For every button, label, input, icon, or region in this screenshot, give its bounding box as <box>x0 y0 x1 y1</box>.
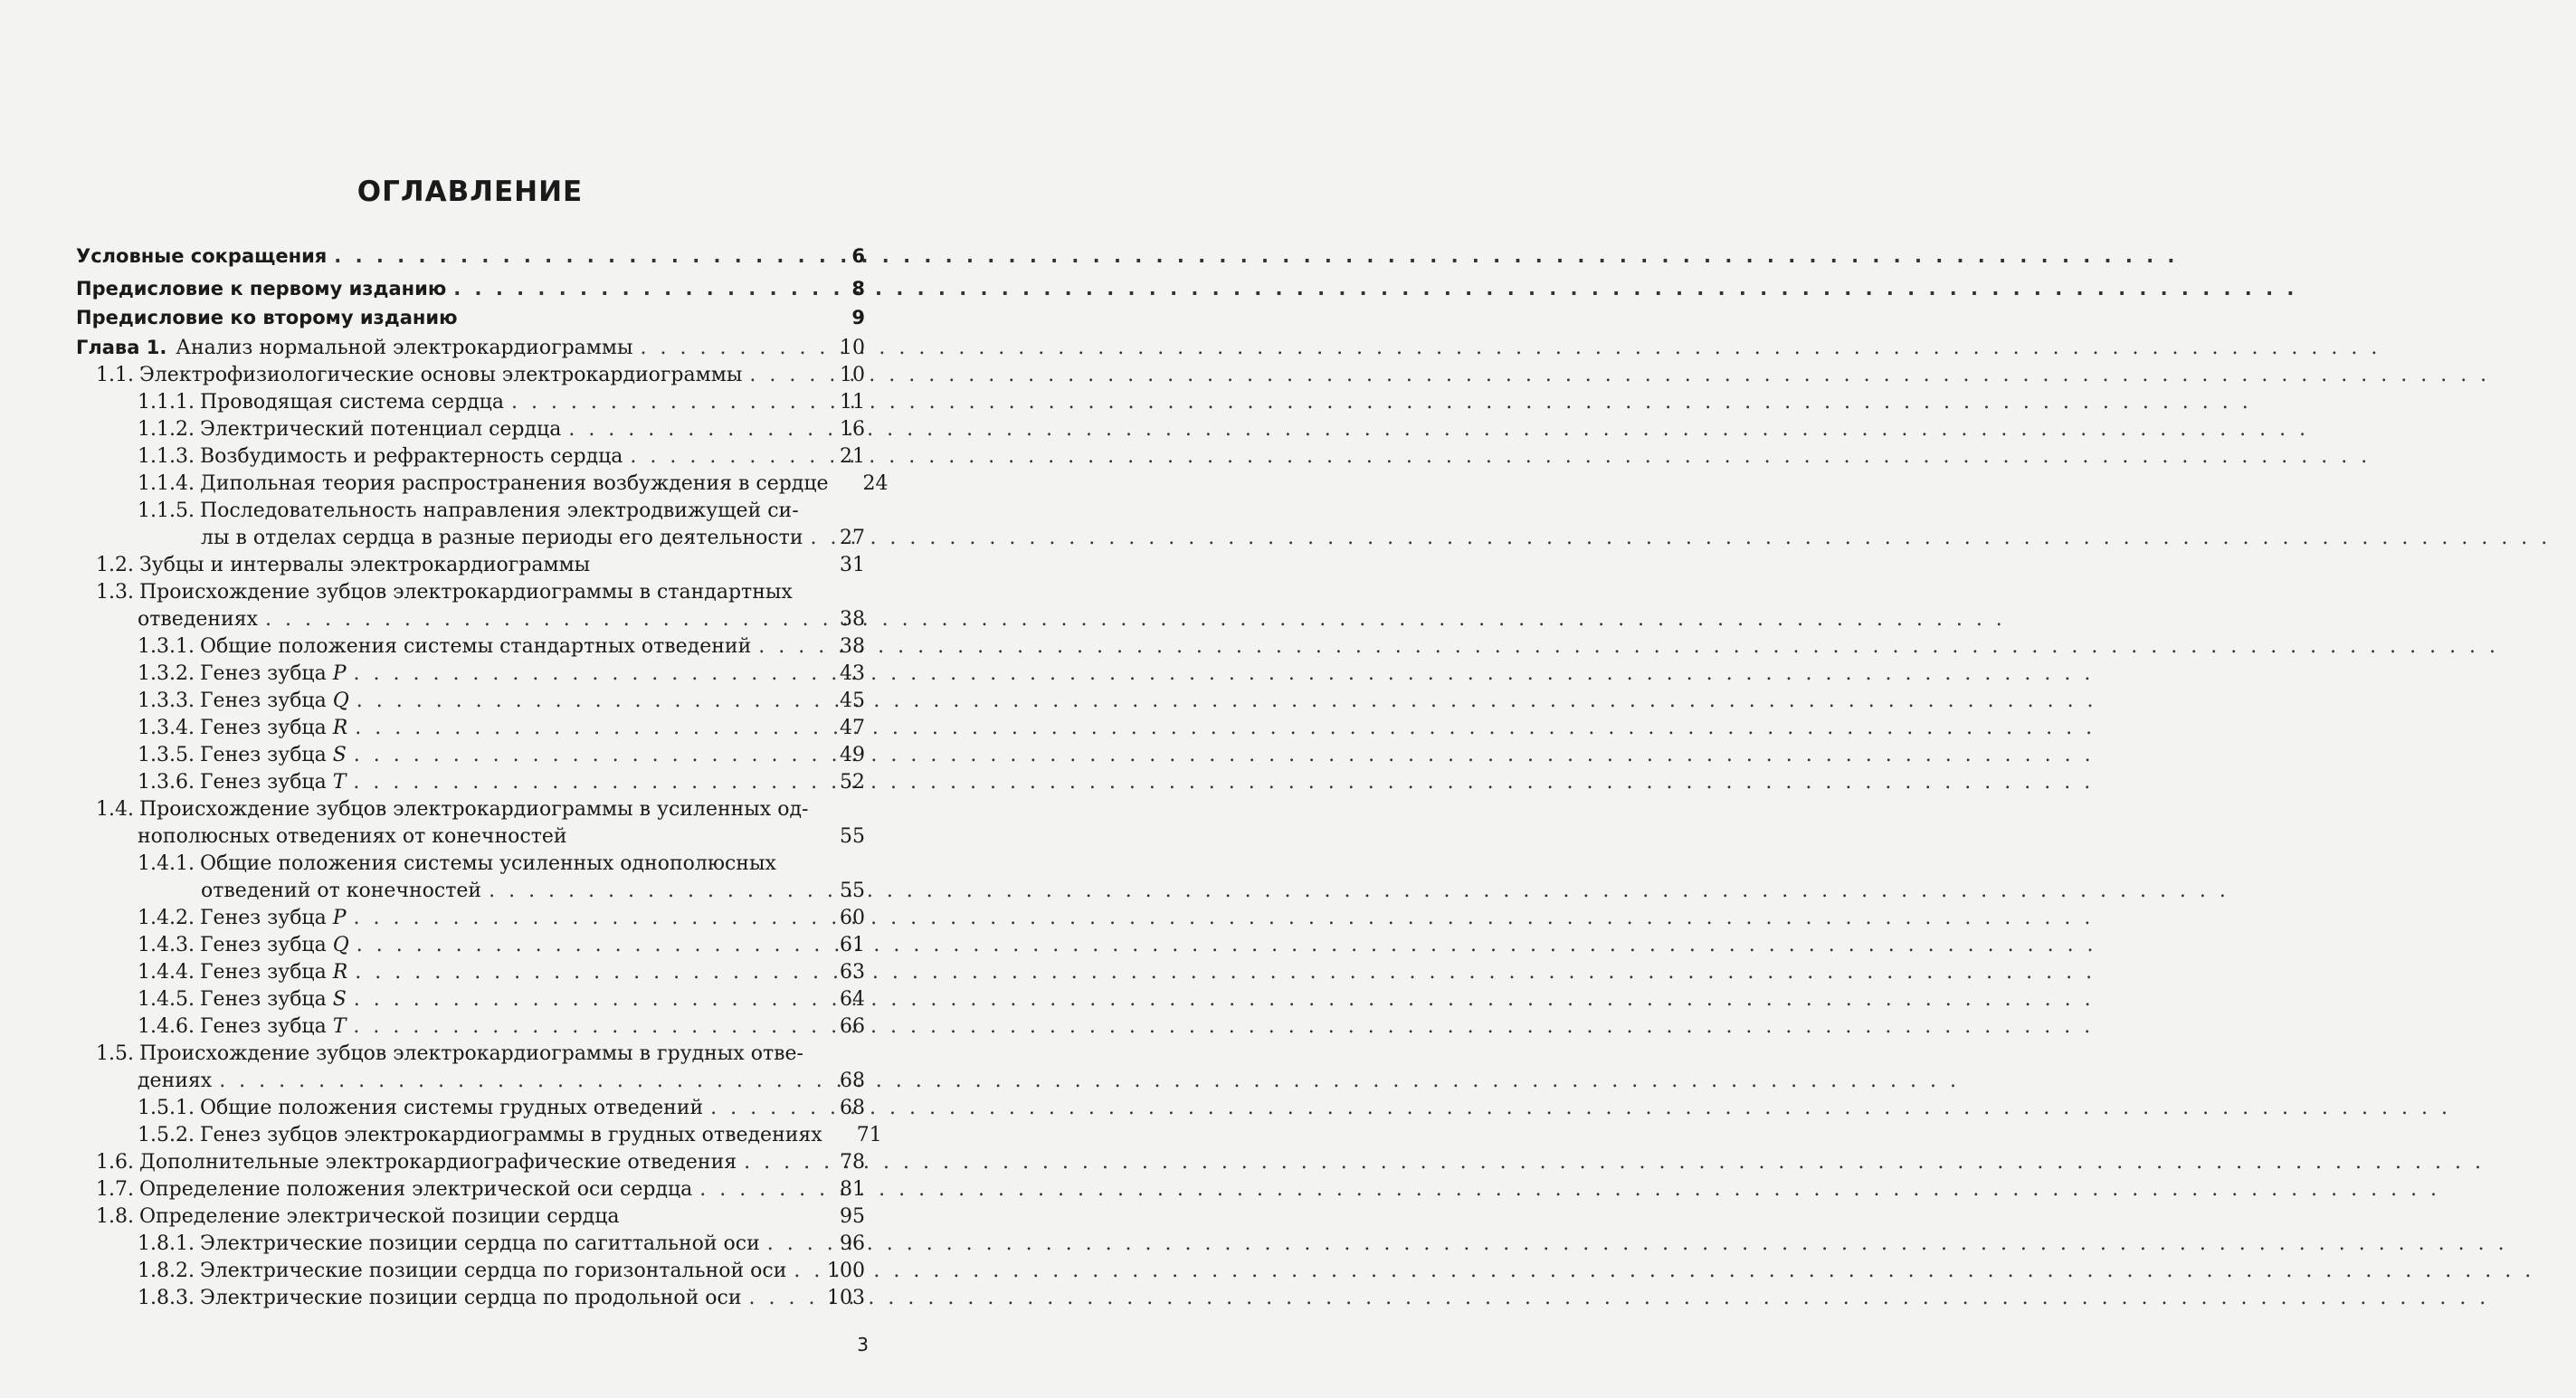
toc-entry-subsection <box>138 499 799 523</box>
toc-entry-continuation <box>201 876 865 903</box>
entry-title: Последовательность направления электродвижущей си- <box>199 499 799 522</box>
entry-number: 1.2. <box>96 554 134 576</box>
toc-entry-section <box>96 1042 803 1066</box>
entry-title: Определение положения электрической оси сердца <box>138 1178 693 1201</box>
entry-page: 95 <box>840 1205 865 1228</box>
leader-dots <box>630 445 822 469</box>
toc-entry-section <box>96 1175 865 1202</box>
entry-title: Генез зубца <box>199 988 327 1011</box>
toc-entry-subsection <box>138 1093 865 1120</box>
wave-letter: T <box>332 771 347 794</box>
toc-entry <box>76 273 865 300</box>
toc-entry-subsection <box>138 957 865 984</box>
entry-page: 47 <box>840 717 865 739</box>
entry-title: Общие положения системы усиленных однополюсных <box>199 852 776 875</box>
leader-dots <box>354 907 822 930</box>
entry-page: 43 <box>840 662 865 685</box>
leader-dots <box>489 880 822 903</box>
toc-entry-subsection <box>138 469 889 496</box>
entry-title: Предисловие ко второму изданию <box>76 307 458 328</box>
entry-number: 1.3.1. <box>138 635 195 658</box>
toc-entry <box>76 241 865 268</box>
entry-number: 1.1.5. <box>138 499 195 522</box>
entry-title: Предисловие к первому изданию <box>76 278 447 300</box>
toc-entry-continuation <box>138 604 865 632</box>
entry-title: Генез зубца <box>199 961 327 984</box>
entry-page: 8 <box>851 278 865 300</box>
entry-title: Зубцы и интервалы электрокардиограммы <box>138 554 591 576</box>
leader-dots <box>219 1070 822 1093</box>
entry-page: 61 <box>840 934 865 956</box>
entry-title: Электрические позиции сердца по горизонтальной оси <box>199 1260 787 1282</box>
entry-page: 55 <box>840 880 865 902</box>
leader-dots <box>794 1260 822 1283</box>
entry-title-continued: нополюсных отведениях от конечностей <box>138 825 567 848</box>
wave-letter: T <box>332 1015 347 1038</box>
entry-page: 66 <box>840 1015 865 1038</box>
entry-page: 21 <box>840 445 865 468</box>
toc-entry-subsection <box>138 713 865 740</box>
entry-page: 81 <box>840 1178 865 1201</box>
toc-entry-subsection <box>138 1256 865 1283</box>
entry-number: 1.4.2. <box>138 907 195 929</box>
entry-title: Дипольная теория распространения возбуждения в сердце <box>199 472 829 495</box>
leader-dots <box>265 608 822 632</box>
toc-entry-subsection <box>138 930 865 957</box>
wave-letter: P <box>332 662 347 685</box>
entry-title: Происхождение зубцов электрокардиограммы в усиленных од- <box>138 798 809 821</box>
toc-entry-subsection <box>138 686 865 713</box>
entry-title: Электрофизиологические основы электрокардиограммы <box>138 364 743 386</box>
toc-entry-section <box>96 1202 865 1229</box>
leader-dots <box>354 662 822 686</box>
entry-page: 38 <box>840 635 865 658</box>
entry-number: 1.3.4. <box>138 717 195 739</box>
entry-page: 103 <box>827 1287 865 1309</box>
toc-entry-subsection <box>138 1120 882 1147</box>
wave-letter: R <box>332 961 348 984</box>
entry-page: 16 <box>840 418 865 441</box>
leader-dots <box>354 744 822 767</box>
entry-page: 78 <box>840 1151 865 1174</box>
entry-number: 1.3. <box>96 581 134 604</box>
entry-page: 9 <box>851 307 865 328</box>
toc-entry-subsection <box>138 903 865 930</box>
toc-entry-continuation <box>138 1066 865 1093</box>
entry-page: 96 <box>840 1232 865 1255</box>
entry-title: Генез зубца <box>199 662 327 685</box>
leader-dots <box>749 364 822 387</box>
leader-dots <box>568 418 822 442</box>
wave-letter: Q <box>332 934 349 956</box>
toc-entry-subsection <box>138 632 865 659</box>
toc-entry-subsection <box>138 414 865 442</box>
toc-entry-subsection <box>138 1229 865 1256</box>
entry-page: 10 <box>840 337 865 359</box>
toc-entry-subsection <box>138 1012 865 1039</box>
document-page <box>0 0 940 1398</box>
entry-title: Электрические позиции сердца по продольной оси <box>199 1287 742 1309</box>
wave-letter: S <box>332 988 347 1011</box>
leader-dots <box>810 527 822 550</box>
entry-title: Общие положения системы стандартных отведений <box>199 635 752 658</box>
toc-entry-subsection <box>138 984 865 1012</box>
entry-title: Генез зубцов электрокардиограммы в грудных отведениях <box>199 1124 822 1146</box>
entry-number: 1.3.3. <box>138 689 195 712</box>
entry-page: 100 <box>827 1260 865 1282</box>
leader-dots <box>699 1178 822 1202</box>
entry-page: 27 <box>840 527 865 549</box>
toc-entry-subsection <box>138 767 865 794</box>
toc-entry-subsection <box>138 1283 865 1310</box>
toc-entry-continuation <box>201 523 865 550</box>
leader-dots <box>511 391 822 414</box>
entry-page: 63 <box>840 961 865 984</box>
leader-dots <box>356 689 822 713</box>
entry-number: 1.5.2. <box>138 1124 195 1146</box>
entry-number: 1.1.1. <box>138 391 195 414</box>
entry-number: 1.8.2. <box>138 1260 195 1282</box>
entry-page: 68 <box>840 1070 865 1092</box>
wave-letter: S <box>332 744 347 766</box>
leader-dots <box>744 1151 822 1175</box>
toc-entry-subsection <box>138 852 776 876</box>
entry-number: 1.6. <box>96 1151 134 1174</box>
entry-number: 1.8. <box>96 1205 134 1228</box>
entry-number: 1.7. <box>96 1178 134 1201</box>
entry-page: 68 <box>840 1097 865 1119</box>
leader-dots <box>354 988 822 1012</box>
entry-page: 52 <box>840 771 865 794</box>
entry-title: Происхождение зубцов электрокардиограммы в стандартных <box>138 581 793 604</box>
entry-title: Генез зубца <box>199 689 327 712</box>
entry-title: Генез зубца <box>199 717 327 739</box>
entry-title: Генез зубца <box>199 907 327 929</box>
entry-title: Генез зубца <box>199 1015 327 1038</box>
entry-title: Общие положения системы грудных отведений <box>199 1097 704 1119</box>
entry-number: 1.4.4. <box>138 961 195 984</box>
toc-entry-subsection <box>138 740 865 767</box>
entry-title: Электрический потенциал сердца <box>199 418 562 441</box>
entry-title: Дополнительные электрокардиографические отведения <box>138 1151 737 1174</box>
leader-dots <box>767 1232 822 1256</box>
entry-title: Происхождение зубцов электрокардиограммы в грудных отве- <box>138 1042 803 1065</box>
wave-letter: Q <box>332 689 349 712</box>
toc-entry-section <box>96 550 865 577</box>
entry-number: 1.8.3. <box>138 1287 195 1309</box>
entry-title: Генез зубца <box>199 934 327 956</box>
entry-title: Возбудимость и рефрактерность сердца <box>199 445 623 468</box>
leader-dots <box>453 277 822 300</box>
entry-title: Проводящая система сердца <box>199 391 504 414</box>
wave-letter: P <box>332 907 347 929</box>
toc-entry-section <box>96 1147 865 1175</box>
chapter-label: Глава 1. <box>76 337 167 358</box>
entry-title: Определение электрической позиции сердца <box>138 1205 620 1228</box>
entry-title: Анализ нормальной электрокардиограммы <box>176 337 633 359</box>
entry-page: 24 <box>862 472 889 495</box>
entry-page: 45 <box>840 689 865 712</box>
leader-dots <box>353 771 822 794</box>
toc-entry-subsection <box>138 387 865 414</box>
entry-page: 55 <box>840 825 865 848</box>
entry-page: 38 <box>840 608 865 631</box>
entry-page: 49 <box>840 744 865 766</box>
entry-page: 10 <box>840 364 865 386</box>
entry-page: 11 <box>840 391 865 414</box>
toc-entry-subsection <box>138 659 865 686</box>
page-title: ОГЛАВЛЕНИЕ <box>356 176 584 208</box>
entry-title-continued: отведениях <box>138 608 258 631</box>
entry-number: 1.1. <box>96 364 134 386</box>
leader-dots <box>758 635 822 659</box>
leader-dots <box>641 337 822 360</box>
toc-entry-continuation <box>138 822 865 849</box>
entry-number: 1.1.4. <box>138 472 195 495</box>
entry-number: 1.8.1. <box>138 1232 195 1255</box>
entry-number: 1.5. <box>96 1042 134 1065</box>
toc-entry-subsection <box>138 442 865 469</box>
toc-entry-section <box>96 798 808 822</box>
toc-entry-section <box>96 581 793 604</box>
entry-number: 1.4.1. <box>138 852 195 875</box>
entry-number: 1.4.3. <box>138 934 195 956</box>
entry-number: 1.5.1. <box>138 1097 195 1119</box>
toc-entry-chapter <box>76 333 865 360</box>
entry-title: Генез зубца <box>199 744 327 766</box>
entry-page: 71 <box>856 1124 882 1146</box>
entry-title-continued: дениях <box>138 1070 213 1092</box>
entry-title: Электрические позиции сердца по сагиттальной оси <box>199 1232 760 1255</box>
toc-entry <box>76 302 865 329</box>
entry-title-continued: отведений от конечностей <box>201 880 482 902</box>
toc-entry-section <box>96 360 865 387</box>
wave-letter: R <box>332 717 348 739</box>
entry-title: Генез зубца <box>199 771 327 794</box>
leader-dots <box>355 961 822 984</box>
entry-page: 60 <box>840 907 865 929</box>
entry-number: 1.1.2. <box>138 418 195 441</box>
leader-dots <box>749 1287 822 1310</box>
entry-number: 1.4.5. <box>138 988 195 1011</box>
entry-page: 64 <box>840 988 865 1011</box>
entry-number: 1.4.6. <box>138 1015 195 1038</box>
leader-dots <box>356 934 822 957</box>
page-number: 3 <box>857 1334 869 1355</box>
entry-page: 31 <box>840 554 865 576</box>
leader-dots <box>334 244 822 268</box>
entry-title: Условные сокращения <box>76 245 328 267</box>
entry-number: 1.3.6. <box>138 771 195 794</box>
leader-dots <box>355 717 822 740</box>
entry-number: 1.4. <box>96 798 134 821</box>
entry-number: 1.3.5. <box>138 744 195 766</box>
entry-title-continued: лы в отделах сердца в разные периоды его деятельности <box>201 527 803 549</box>
entry-page: 6 <box>851 245 865 267</box>
leader-dots <box>710 1097 822 1120</box>
entry-number: 1.3.2. <box>138 662 195 685</box>
leader-dots <box>353 1015 822 1039</box>
entry-number: 1.1.3. <box>138 445 195 468</box>
